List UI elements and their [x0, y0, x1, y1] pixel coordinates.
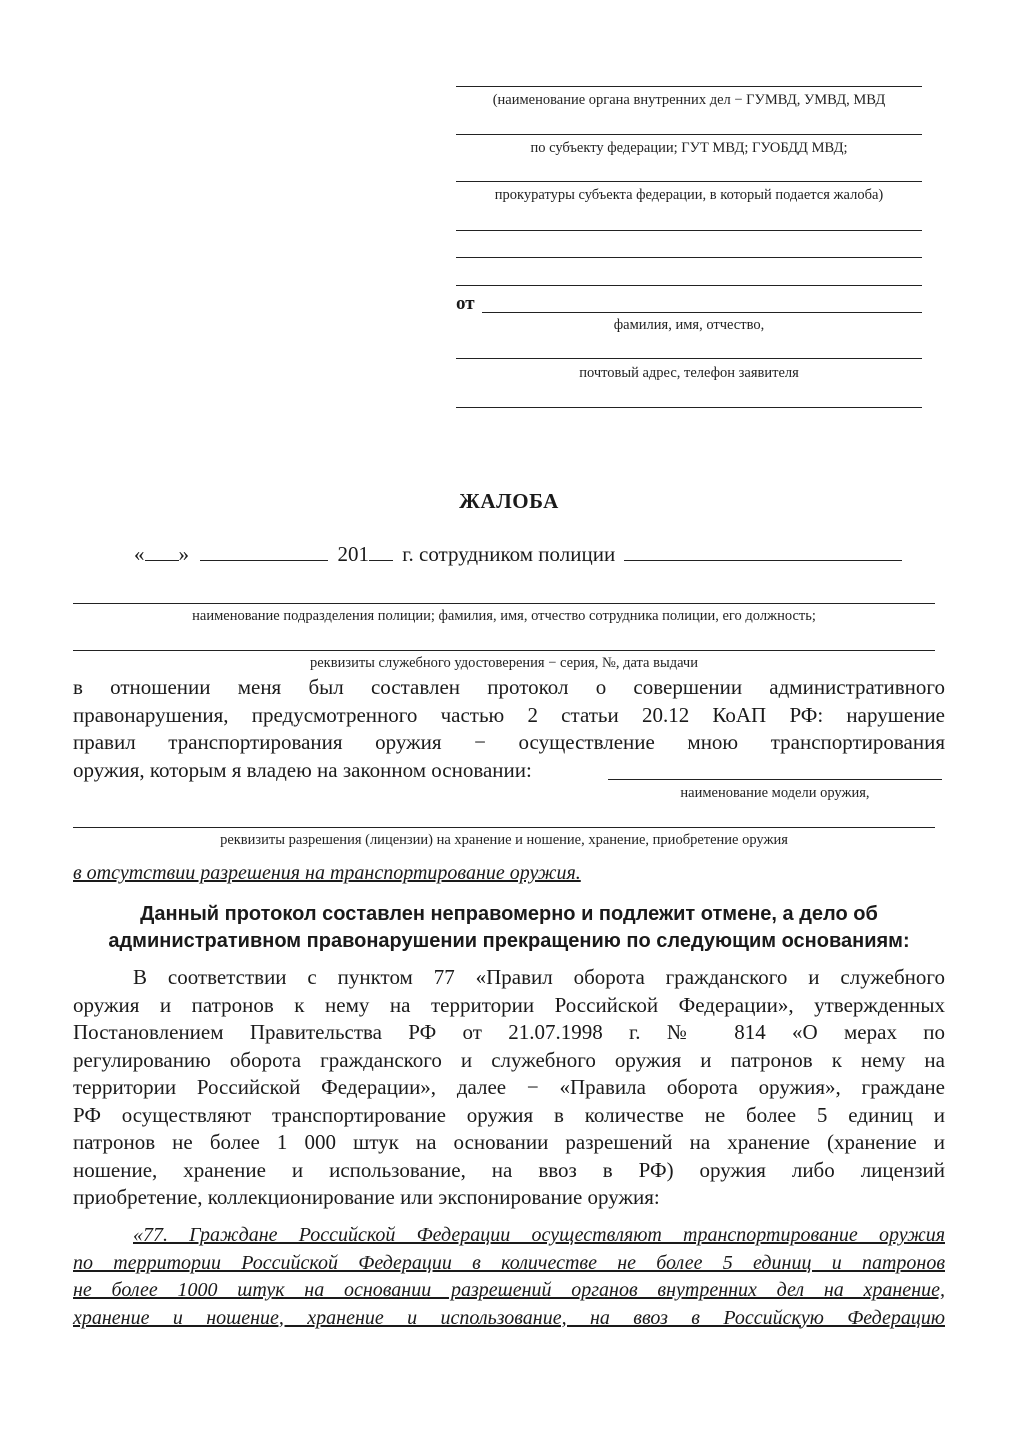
applicant-name-caption: фамилия, имя, отчество, [613, 317, 765, 333]
quote-line-2: по территории Российской Федерации в количестве не более 5 единиц и патронов [73, 1251, 945, 1274]
weapon-model-caption: наименование модели оружия, [680, 785, 870, 801]
rules-line-6: РФ осуществляют транспортирование оружия в количестве не более 5 единиц и [73, 1102, 945, 1127]
addressee-caption-1: (наименование органа внутренних дел − ГУМВД, УМВД, МВД [492, 92, 886, 108]
police-unit-line [73, 603, 935, 604]
rules-line-1: В соответствии с пунктом 77 «Правил оборота гражданского и служебного [133, 965, 945, 989]
rules-line-2: оружия и патронов к нему на территории Российской Федерации», утвержденных [73, 992, 945, 1017]
addressee-line-2 [456, 134, 922, 135]
day-blank [145, 542, 179, 561]
year-prefix: 201 [337, 542, 369, 566]
bold-line-1: Данный протокол составлен неправомерно и подлежит отмене, а дело об [140, 903, 878, 925]
officer-text: г. сотрудником полиции [402, 542, 616, 566]
rules-line-7: патронов не более 1 000 штук на основании разрешений на хранение (хранение и [73, 1130, 945, 1154]
permit-line [73, 827, 935, 828]
date-line [134, 542, 902, 567]
permit-caption: реквизиты разрешения (лицензии) на хранение и ношение, хранение, приобретение оружия [220, 832, 788, 848]
addressee-line-1 [456, 86, 922, 87]
protocol-paragraph [73, 674, 945, 757]
quote-open: « [134, 542, 145, 566]
addressee-line-4 [456, 230, 922, 231]
quote-line-4: хранение и ношение, хранение и использование, на ввоз в Российскую Федерацию [73, 1306, 945, 1329]
applicant-name-line [482, 312, 922, 313]
quote-line-1: «77. Граждане Российской Федерации осуществляют транспортирование оружия [133, 1224, 945, 1246]
addressee-line-6 [456, 285, 922, 286]
rules-line-4: регулированию оборота гражданского и служебного оружия и патронов к нему на [73, 1047, 945, 1072]
applicant-address-line [456, 358, 922, 359]
officer-blank [624, 542, 902, 561]
year-blank [369, 542, 393, 561]
rules-line-3: Постановлением Правительства РФ от 21.07.1998 г. № 814 «О мерах по [73, 1020, 945, 1044]
rules-line-5: территории Российской Федерации», далее − «Правила оборота оружия», граждане [73, 1075, 945, 1099]
no-permit-statement: в отсутствии разрешения на транспортирование оружия. [73, 862, 581, 884]
from-label: от [456, 293, 475, 314]
weapon-model-line [608, 779, 942, 780]
addressee-line-5 [456, 257, 922, 258]
document-title: ЖАЛОБА [459, 489, 559, 513]
protocol-line-4: оружия, которым я владею на законном основании: [73, 758, 532, 782]
rules-paragraph [73, 964, 945, 1212]
quote-line-3: не более 1000 штук на основании разрешений органов внутренних дел на хранение, [73, 1279, 945, 1301]
addressee-line-3 [456, 181, 922, 182]
illegal-protocol-statement [73, 901, 945, 955]
id-card-line [73, 650, 935, 651]
addressee-caption-2: по субъекту федерации; ГУТ МВД; ГУОБДД МВД; [530, 140, 848, 156]
protocol-line-1: в отношении меня был составлен протокол о совершении административного [73, 675, 945, 699]
rules-line-9: приобретение, коллекционирование или экспонирование оружия: [73, 1185, 660, 1209]
bold-line-2: административном правонарушении прекращению по следующим основаниям: [108, 930, 910, 952]
applicant-phone-line [456, 407, 922, 408]
id-card-caption: реквизиты служебного удостоверения − серия, №, дата выдачи [310, 655, 698, 671]
quote-close: » [178, 542, 189, 566]
protocol-line-2: правонарушения, предусмотренного частью 2 статьи 20.12 КоАП РФ: нарушение [73, 702, 945, 727]
month-blank [200, 542, 328, 561]
rules-quote [73, 1222, 945, 1332]
applicant-address-caption: почтовый адрес, телефон заявителя [579, 365, 799, 381]
rules-line-8: ношение, хранение и использование, на ввоз в РФ) оружия либо лицензий [73, 1157, 945, 1182]
addressee-caption-3: прокуратуры субъекта федерации, в который подается жалоба) [494, 187, 884, 203]
police-unit-caption: наименование подразделения полиции; фамилия, имя, отчество сотрудника полиции, его должность; [192, 608, 816, 624]
protocol-line-3: правил транспортирования оружия − осуществление мною транспортирования [73, 730, 945, 754]
